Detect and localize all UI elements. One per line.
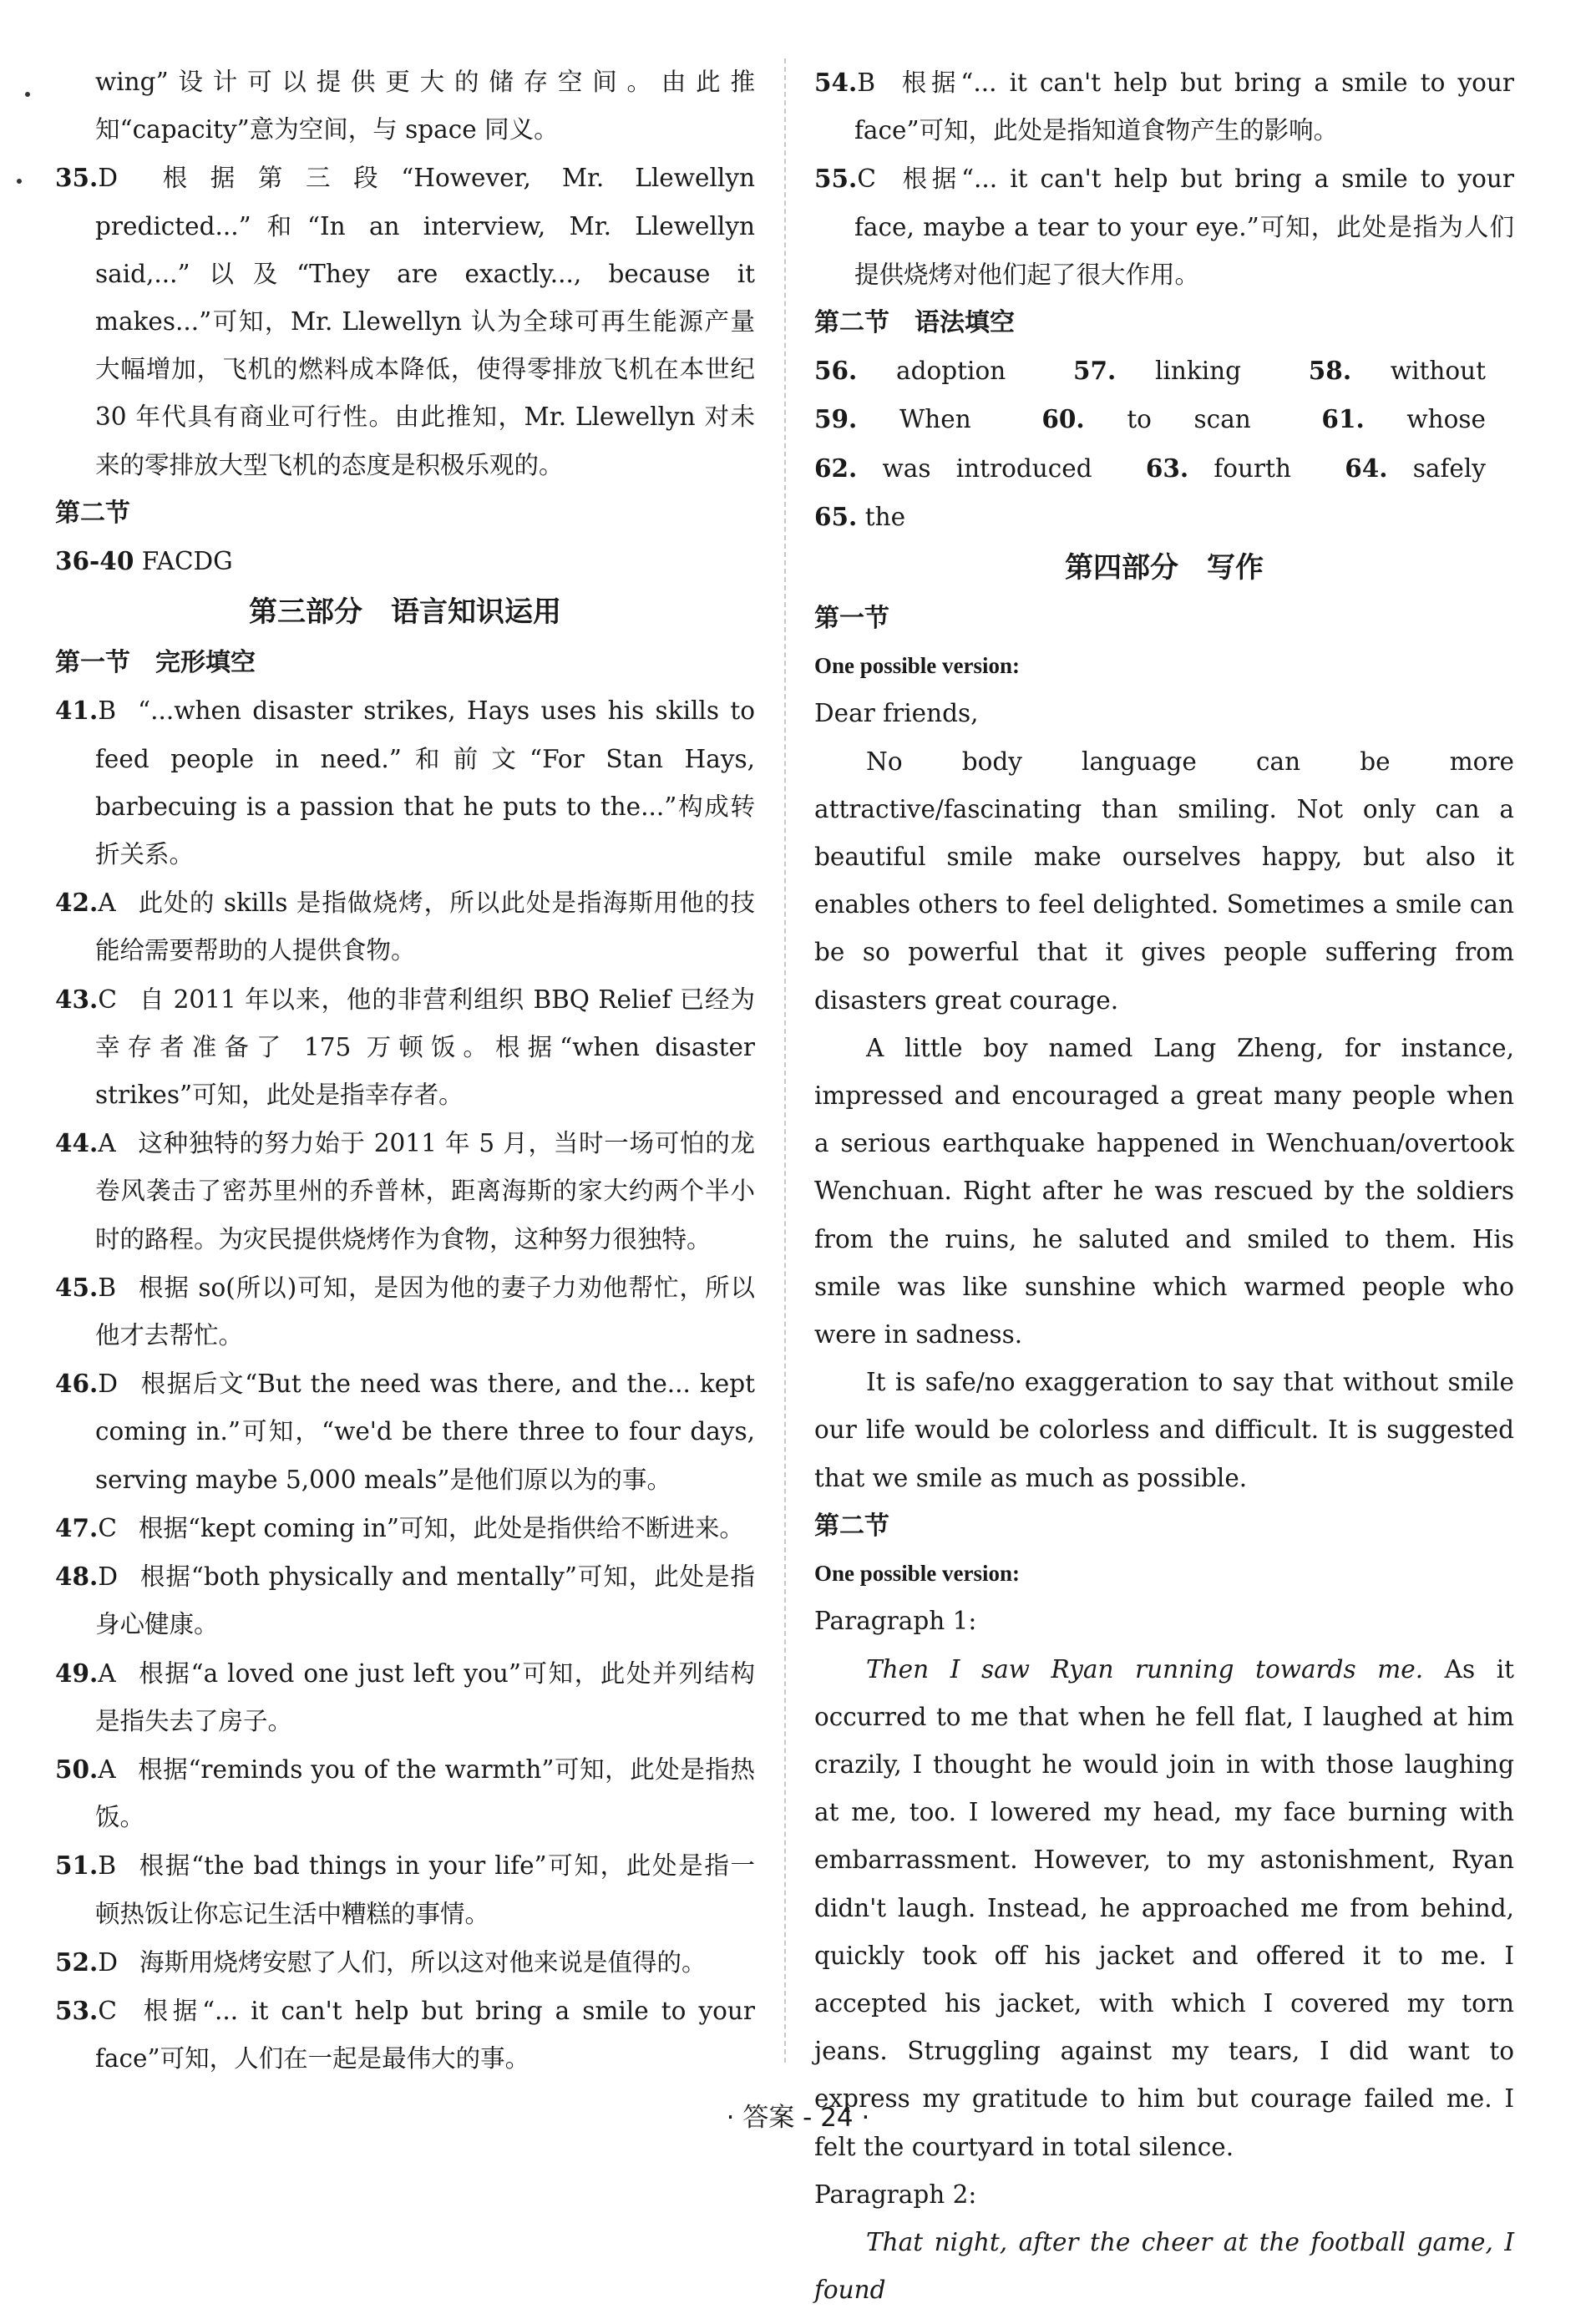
- item-answer: A: [98, 1754, 116, 1784]
- item-explanation: 根据“a loved one just left you”可知，此处并列结构是指失去了房子。: [95, 1658, 755, 1735]
- page-number: · 答案 - 24 ·: [726, 2103, 870, 2133]
- answer-range: [55, 537, 755, 585]
- item-answer: was introduced: [882, 453, 1092, 483]
- answer-item: [55, 1745, 755, 1841]
- item-number: 43.: [55, 984, 99, 1014]
- item-answer: C: [98, 1996, 117, 2025]
- section-heading: 第一节 完形填空: [55, 648, 256, 678]
- item-number: 54.: [814, 68, 858, 97]
- grammar-answer: [1321, 405, 1486, 433]
- item-answer: B: [857, 68, 876, 97]
- answer-list: [814, 58, 1514, 299]
- grammar-answer: [1146, 454, 1291, 483]
- grammar-answers: [814, 347, 1514, 541]
- range-number: 36-40: [55, 546, 134, 576]
- carryover-text: wing”设计可以提供更大的储存空间。由此推知“capacity”意为空间，与 space 同义。: [95, 68, 755, 144]
- item-explanation: 自 2011 年以来，他的非营利组织 BBQ Relief 已经为幸存者准备了 175 万顿饭。根据“when disaster strikes”可知，此处是指幸存者。: [95, 985, 755, 1110]
- range-answers: FACDG: [141, 547, 233, 576]
- item-answer: When: [899, 405, 971, 434]
- item-number: 56.: [814, 356, 858, 386]
- margin-dot: [25, 92, 30, 97]
- section-heading: 第二节: [814, 1511, 889, 1541]
- answer-list: [55, 686, 755, 2083]
- item-answer: D: [98, 1947, 118, 1977]
- item-answer: D: [98, 164, 118, 193]
- grammar-answer: [1345, 454, 1486, 483]
- given-opening: That night, after the cheer at the football game, I found: [814, 2227, 1514, 2305]
- section-heading: 第二节 语法填空: [814, 308, 1015, 338]
- item-answer: C: [857, 165, 876, 194]
- letter-greeting: Dear friends,: [814, 699, 979, 728]
- column-divider: [784, 58, 786, 2063]
- item-answer: A: [98, 1129, 116, 1158]
- item-number: 42.: [55, 888, 99, 918]
- grammar-answer: [1309, 357, 1486, 385]
- paragraph-label: Paragraph 2:: [814, 2180, 977, 2209]
- section-heading: 第二节: [55, 498, 130, 528]
- item-number: 59.: [814, 404, 858, 434]
- item-explanation: 根据“... it can't help but bring a smile to your face”可知，此处是指知道食物产生的影响。: [854, 68, 1514, 145]
- version-label: One possible version:: [814, 653, 1021, 679]
- answer-item: [55, 1360, 755, 1504]
- item-explanation: 根据“the bad things in your life”可知，此处是指一顿热饭让你忘记生活中糟糕的事情。: [95, 1851, 755, 1928]
- answer-item: [55, 1504, 755, 1552]
- item-number: 44.: [55, 1128, 99, 1158]
- grammar-answer: [814, 503, 905, 531]
- item-number: 61.: [1321, 404, 1365, 434]
- part-heading: 第三部分 语言知识运用: [249, 595, 561, 630]
- right-column: [814, 58, 1514, 2314]
- item-explanation: 此处的 skills 是指做烧烤，所以此处是指海斯用他的技能给需要帮助的人提供食物。: [95, 889, 755, 965]
- answer-item: [55, 975, 755, 1120]
- item-answer: to scan: [1127, 405, 1251, 434]
- paragraph-label: Paragraph 1:: [814, 1607, 977, 1636]
- item-answer: A: [98, 889, 116, 918]
- item-explanation: 根据第三段“However, Mr. Llewellyn predicted...”和“In an interview, Mr. Llewellyn said,...”以及“They are exactly..., because it makes...”可知，Mr. Llewellyn 认为全球可再生能源产量大幅增加，飞机的燃料成本降低，使得零排放飞机在本世纪 30 年代具有商业可行性。由此推知，Mr. Llewellyn 对未来的零排放大型飞机的态度是积极乐观的。: [95, 164, 755, 479]
- item-answer: D: [98, 1562, 118, 1592]
- answer-item: [55, 1263, 755, 1360]
- item-number: 53.: [55, 1995, 99, 2025]
- item-answer: linking: [1154, 357, 1242, 386]
- answer-item: [55, 1119, 755, 1263]
- item-answer: B: [98, 1851, 117, 1881]
- item-answer: D: [98, 1370, 118, 1399]
- answer-item: [55, 1649, 755, 1745]
- item-explanation: 这种独特的努力始于 2011 年 5 月，当时一场可怕的龙卷风袭击了密苏里州的乔普林，距离海斯的家大约两个半小时的路程。为灾民提供烧烤作为食物，这种努力很独特。: [95, 1129, 755, 1253]
- item-number: 47.: [55, 1512, 99, 1542]
- item-number: 46.: [55, 1369, 99, 1399]
- story-paragraph: [814, 1646, 1514, 2171]
- item-explanation: 根据“... it can't help but bring a smile to your face”可知，人们在一起是最伟大的事。: [95, 1996, 755, 2073]
- margin-dot: [17, 179, 22, 184]
- story-text: As it occurred to me that when he fell flat, I laughed at him crazily, I thought he would join in with those laughing at me, too. I lowered my head, my face burning with embarrassment. However, to my astonishment, Ryan didn't laugh. Instead, he approached me from behind, quickly took off his jacket and offered it to me. I accepted his jacket, with which I covered my torn jeans. Struggling against my tears, I did want to express my gratitude to him but courage failed me. I felt the courtyard in total silence.: [814, 1654, 1514, 2161]
- essay-paragraph: No body language can be more attractive/fascinating than smiling. Not only can a beautiful smile make ourselves happy, but also it enables others to feel delighted. Sometimes a smile can be so powerful that it gives people suffering from disasters great courage.: [814, 747, 1514, 1015]
- grammar-answer: [1073, 357, 1241, 385]
- story-paragraph: [814, 2219, 1514, 2314]
- item-answer: whose: [1406, 405, 1486, 434]
- item-explanation: “...when disaster strikes, Hays uses his skills to feed people in need.”和前文“For Stan Hays, barbecuing is a passion that he puts to the...”构成转折关系。: [95, 696, 755, 869]
- item-explanation: 根据 so(所以)可知，是因为他的妻子力劝他帮忙，所以他才去帮忙。: [95, 1273, 755, 1350]
- left-column: [55, 58, 755, 2083]
- item-explanation: 根据“... it can't help but bring a smile to your face, maybe a tear to your eye.”可知，此处是指为人们提供烧烤对他们起了很大作用。: [854, 165, 1514, 289]
- part-heading: 第四部分 写作: [1065, 551, 1264, 585]
- item-explanation: 根据后文“But the need was there, and the... kept coming in.”可知，“we'd be there three to four days, serving maybe 5,000 meals”是他们原以为的事。: [95, 1370, 755, 1494]
- answer-item: [55, 1987, 755, 2083]
- item-number: 64.: [1345, 453, 1388, 483]
- item-number: 49.: [55, 1658, 99, 1688]
- item-answer: the: [864, 502, 906, 531]
- item-answer: safely: [1412, 453, 1486, 483]
- item-number: 58.: [1308, 356, 1352, 386]
- item-explanation: 根据“kept coming in”可知，此处是指供给不断进来。: [138, 1513, 744, 1542]
- item-number: 35.: [55, 163, 99, 193]
- grammar-answer: [814, 405, 971, 433]
- given-opening: Then I saw Ryan running towards me.: [866, 1654, 1424, 1684]
- item-explanation: 根据“both physically and mentally”可知，此处是指身心健康。: [95, 1562, 755, 1639]
- item-number: 65.: [814, 501, 858, 531]
- item-number: 45.: [55, 1272, 99, 1302]
- answer-item: [814, 154, 1514, 299]
- answer-item: [55, 1841, 755, 1937]
- item-number: 63.: [1145, 453, 1189, 483]
- answer-item: [55, 686, 755, 879]
- item-explanation: 根据“reminds you of the warmth”可知，此处是指热饭。: [95, 1754, 755, 1832]
- item-answer: A: [98, 1658, 116, 1688]
- item-number: 50.: [55, 1754, 99, 1784]
- item-number: 48.: [55, 1562, 99, 1592]
- grammar-answer: [1041, 405, 1250, 433]
- answer-item: [814, 58, 1514, 154]
- item-number: 62.: [814, 453, 858, 483]
- item-explanation: 海斯用烧烤安慰了人们，所以这对他来说是值得的。: [139, 1947, 707, 1977]
- item-answer: B: [98, 1273, 117, 1302]
- answer-item: [55, 1938, 755, 1987]
- answer-item: [55, 879, 755, 975]
- item-answer: B: [98, 696, 117, 726]
- version-label: One possible version:: [814, 1561, 1021, 1587]
- item-number: 52.: [55, 1947, 99, 1977]
- item-answer: C: [98, 1513, 117, 1542]
- grammar-answer: [814, 454, 1092, 483]
- item-answer: C: [98, 985, 117, 1014]
- section-heading: 第一节: [814, 604, 889, 634]
- grammar-answer: [814, 357, 1006, 385]
- item-answer: without: [1390, 357, 1486, 386]
- item-answer: fourth: [1213, 453, 1291, 483]
- item-answer: adoption: [896, 357, 1006, 386]
- item-number: 57.: [1072, 356, 1117, 386]
- essay-paragraph: A little boy named Lang Zheng, for instance, impressed and encouraged a great many people when a serious earthquake happened in Wenchuan/overtook Wenchuan. Right after he was rescued by the soldiers from the ruins, he saluted and smiled to them. His smile was like sunshine which warmed people who were in sadness.: [814, 1033, 1514, 1349]
- essay-paragraph: It is safe/no exaggeration to say that without smile our life would be colorless and difficult. It is suggested that we smile as much as possible.: [814, 1368, 1514, 1492]
- item-number: 51.: [55, 1851, 99, 1881]
- item-number: 60.: [1041, 404, 1085, 434]
- answer-item-35: [55, 154, 755, 489]
- answer-item: [55, 1552, 755, 1648]
- item-number: 41.: [55, 696, 99, 726]
- item-number: 55.: [814, 164, 858, 194]
